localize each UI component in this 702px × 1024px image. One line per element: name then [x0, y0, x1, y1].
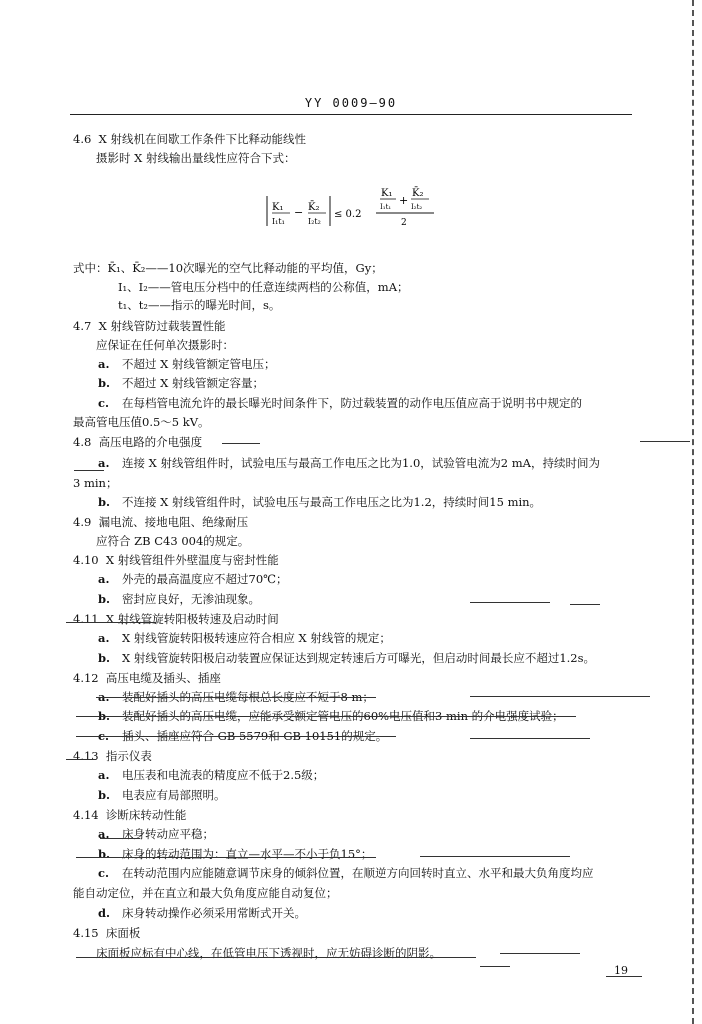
list-item-continuation: 最高管电压值0.5～5 kV。 [73, 415, 210, 429]
list-item: X 射线管旋转阳极转速应符合相应 X 射线管的规定； [122, 631, 391, 645]
handwritten-mark [222, 443, 260, 444]
list-item: 电压表和电流表的精度应不低于2.5级； [122, 768, 325, 782]
section-4-8-heading: 4.8 高压电路的介电强度 [73, 435, 203, 449]
lhs-num1: K₁ [272, 202, 284, 213]
list-item: 床身转动操作必须采用常断式开关。 [122, 906, 306, 920]
list-item: 装配好插头的高压电缆，应能承受额定管电压的60%电压值和3 min 的介电强度试验； [122, 709, 564, 723]
item-marker: b. [98, 847, 111, 861]
scan-edge-dashed-line [692, 0, 694, 1024]
page-number: 19 [614, 964, 628, 977]
list-item: 外壳的最高温度应不超过70℃； [122, 572, 288, 586]
list-item: 不连接 X 射线管组件时，试验电压与最高工作电压之比为1.2，持续时间15 min。 [122, 495, 542, 509]
item-marker: d. [98, 906, 111, 920]
handwritten-mark [470, 738, 590, 739]
handwritten-mark [480, 966, 510, 967]
list-item: 插头、插座应符合 GB 5579和 GB 10151的规定。 [122, 729, 388, 743]
section-4-15-text: 床面板应标有中心线，在低管电压下透视时，应无妨碍诊断的阴影。 [96, 946, 441, 960]
item-marker: b. [98, 592, 111, 606]
list-item: 装配好插头的高压电缆每根总长度应不短于8 m； [122, 690, 374, 704]
list-item: 床身的转动范围为：直立—水平—不小于负15°； [122, 847, 373, 861]
list-item: 连接 X 射线管组件时，试验电压与最高工作电压之比为1.0，试验管电流为2 mA，持续时间为 [122, 456, 600, 470]
handwritten-mark [470, 602, 550, 603]
handwritten-mark [66, 622, 156, 623]
section-4-13-heading: 4.13 指示仪表 [73, 749, 152, 763]
section-4-6-intro: 摄影时 X 射线输出量线性应符合下式： [96, 151, 296, 165]
section-4-11-heading: 4.11 X 射线管旋转阳极转速及启动时间 [73, 612, 279, 626]
handwritten-mark [76, 716, 576, 717]
lhs-den2: I₂t₂ [308, 217, 321, 226]
section-4-9-heading: 4.9 漏电流、接地电阻、绝缘耐压 [73, 515, 249, 529]
lhs-num2: K̄₂ [308, 202, 320, 213]
section-4-15-heading: 4.15 床面板 [73, 926, 141, 940]
item-marker: b. [98, 651, 111, 665]
handwritten-mark [100, 838, 140, 839]
section-4-9-text: 应符合 ZB C43 004的规定。 [96, 534, 250, 548]
handwritten-mark [500, 953, 580, 954]
section-4-14-heading: 4.14 诊断床转动性能 [73, 808, 187, 822]
handwritten-mark [76, 957, 476, 958]
list-item: 在每档管电流允许的最长曝光时间条件下，防过载装置的动作电压值应高于说明书中规定的 [122, 396, 582, 410]
where-line-1: 式中：K̄₁、K̄₂——10次曝光的空气比释动能的平均值，Gy； [73, 261, 383, 275]
rhs-num2: K̄₂ [412, 188, 424, 199]
rhs-num1: K₁ [381, 188, 393, 199]
item-marker: c. [98, 866, 110, 880]
where-line-3: t₁、t₂——指示的曝光时间，s。 [118, 298, 281, 312]
handwritten-mark [66, 759, 96, 760]
rhs-plus: + [399, 194, 409, 207]
list-item: 在转动范围内应能随意调节床身的倾斜位置，在顺逆方向回转时直立、水平和最大负角度均应 [122, 866, 594, 880]
handwritten-mark [74, 470, 104, 471]
item-marker: b. [98, 788, 111, 802]
section-4-12-heading: 4.12 高压电缆及插头、插座 [73, 671, 221, 685]
rhs-den2: I₂t₂ [411, 203, 423, 211]
item-marker: c. [98, 396, 110, 410]
section-4-7-intro: 应保证在任何单次摄影时： [96, 338, 234, 352]
linearity-formula [264, 186, 454, 232]
handwritten-mark [96, 697, 376, 698]
list-item: 床身转动应平稳； [122, 827, 214, 841]
handwritten-mark [76, 857, 376, 858]
handwritten-mark [76, 736, 396, 737]
handwritten-mark [470, 696, 650, 697]
page-number-rule [606, 976, 642, 977]
item-marker: a. [98, 690, 110, 704]
list-item: X 射线管旋转阳极启动装置应保证达到规定转速后方可曝光，但启动时间最长应不超过1.2s。 [122, 651, 596, 665]
item-marker: b. [98, 709, 111, 723]
list-item-continuation: 3 min； [73, 476, 118, 490]
formula-relation: ≤ 0.2 [334, 209, 362, 220]
section-4-7-heading: 4.7 X 射线管防过载装置性能 [73, 319, 226, 333]
list-item: 密封应良好，无渗油现象。 [122, 592, 260, 606]
item-marker: a. [98, 456, 110, 470]
item-marker: b. [98, 376, 111, 390]
item-marker: a. [98, 572, 110, 586]
section-4-6-heading: 4.6 X 射线机在间歇工作条件下比释动能线性 [73, 132, 306, 146]
handwritten-mark [640, 441, 690, 442]
item-marker: a. [98, 357, 110, 371]
svg-text:−: − [294, 206, 304, 219]
handwritten-mark [570, 604, 600, 605]
item-marker: a. [98, 827, 110, 841]
handwritten-mark [420, 856, 570, 857]
item-marker: a. [98, 631, 110, 645]
list-item: 电表应有局部照明。 [122, 788, 226, 802]
rhs-den: 2 [401, 218, 407, 228]
lhs-den1: I₁t₁ [272, 217, 285, 226]
list-item-continuation: 能自动定位，并在直立和最大负角度应能自动复位； [73, 886, 338, 900]
header-rule [70, 114, 632, 115]
where-line-2: I₁、I₂——管电压分档中的任意连续两档的公称值，mA； [118, 280, 409, 294]
rhs-den1: I₁t₁ [380, 203, 392, 211]
section-4-10-heading: 4.10 X 射线管组件外壁温度与密封性能 [73, 553, 279, 567]
list-item: 不超过 X 射线管额定容量； [122, 376, 264, 390]
item-marker: a. [98, 768, 110, 782]
list-item: 不超过 X 射线管额定管电压； [122, 357, 276, 371]
item-marker: b. [98, 495, 111, 509]
item-marker: c. [98, 729, 110, 743]
standard-code-header: YY 0009—90 [304, 96, 398, 110]
